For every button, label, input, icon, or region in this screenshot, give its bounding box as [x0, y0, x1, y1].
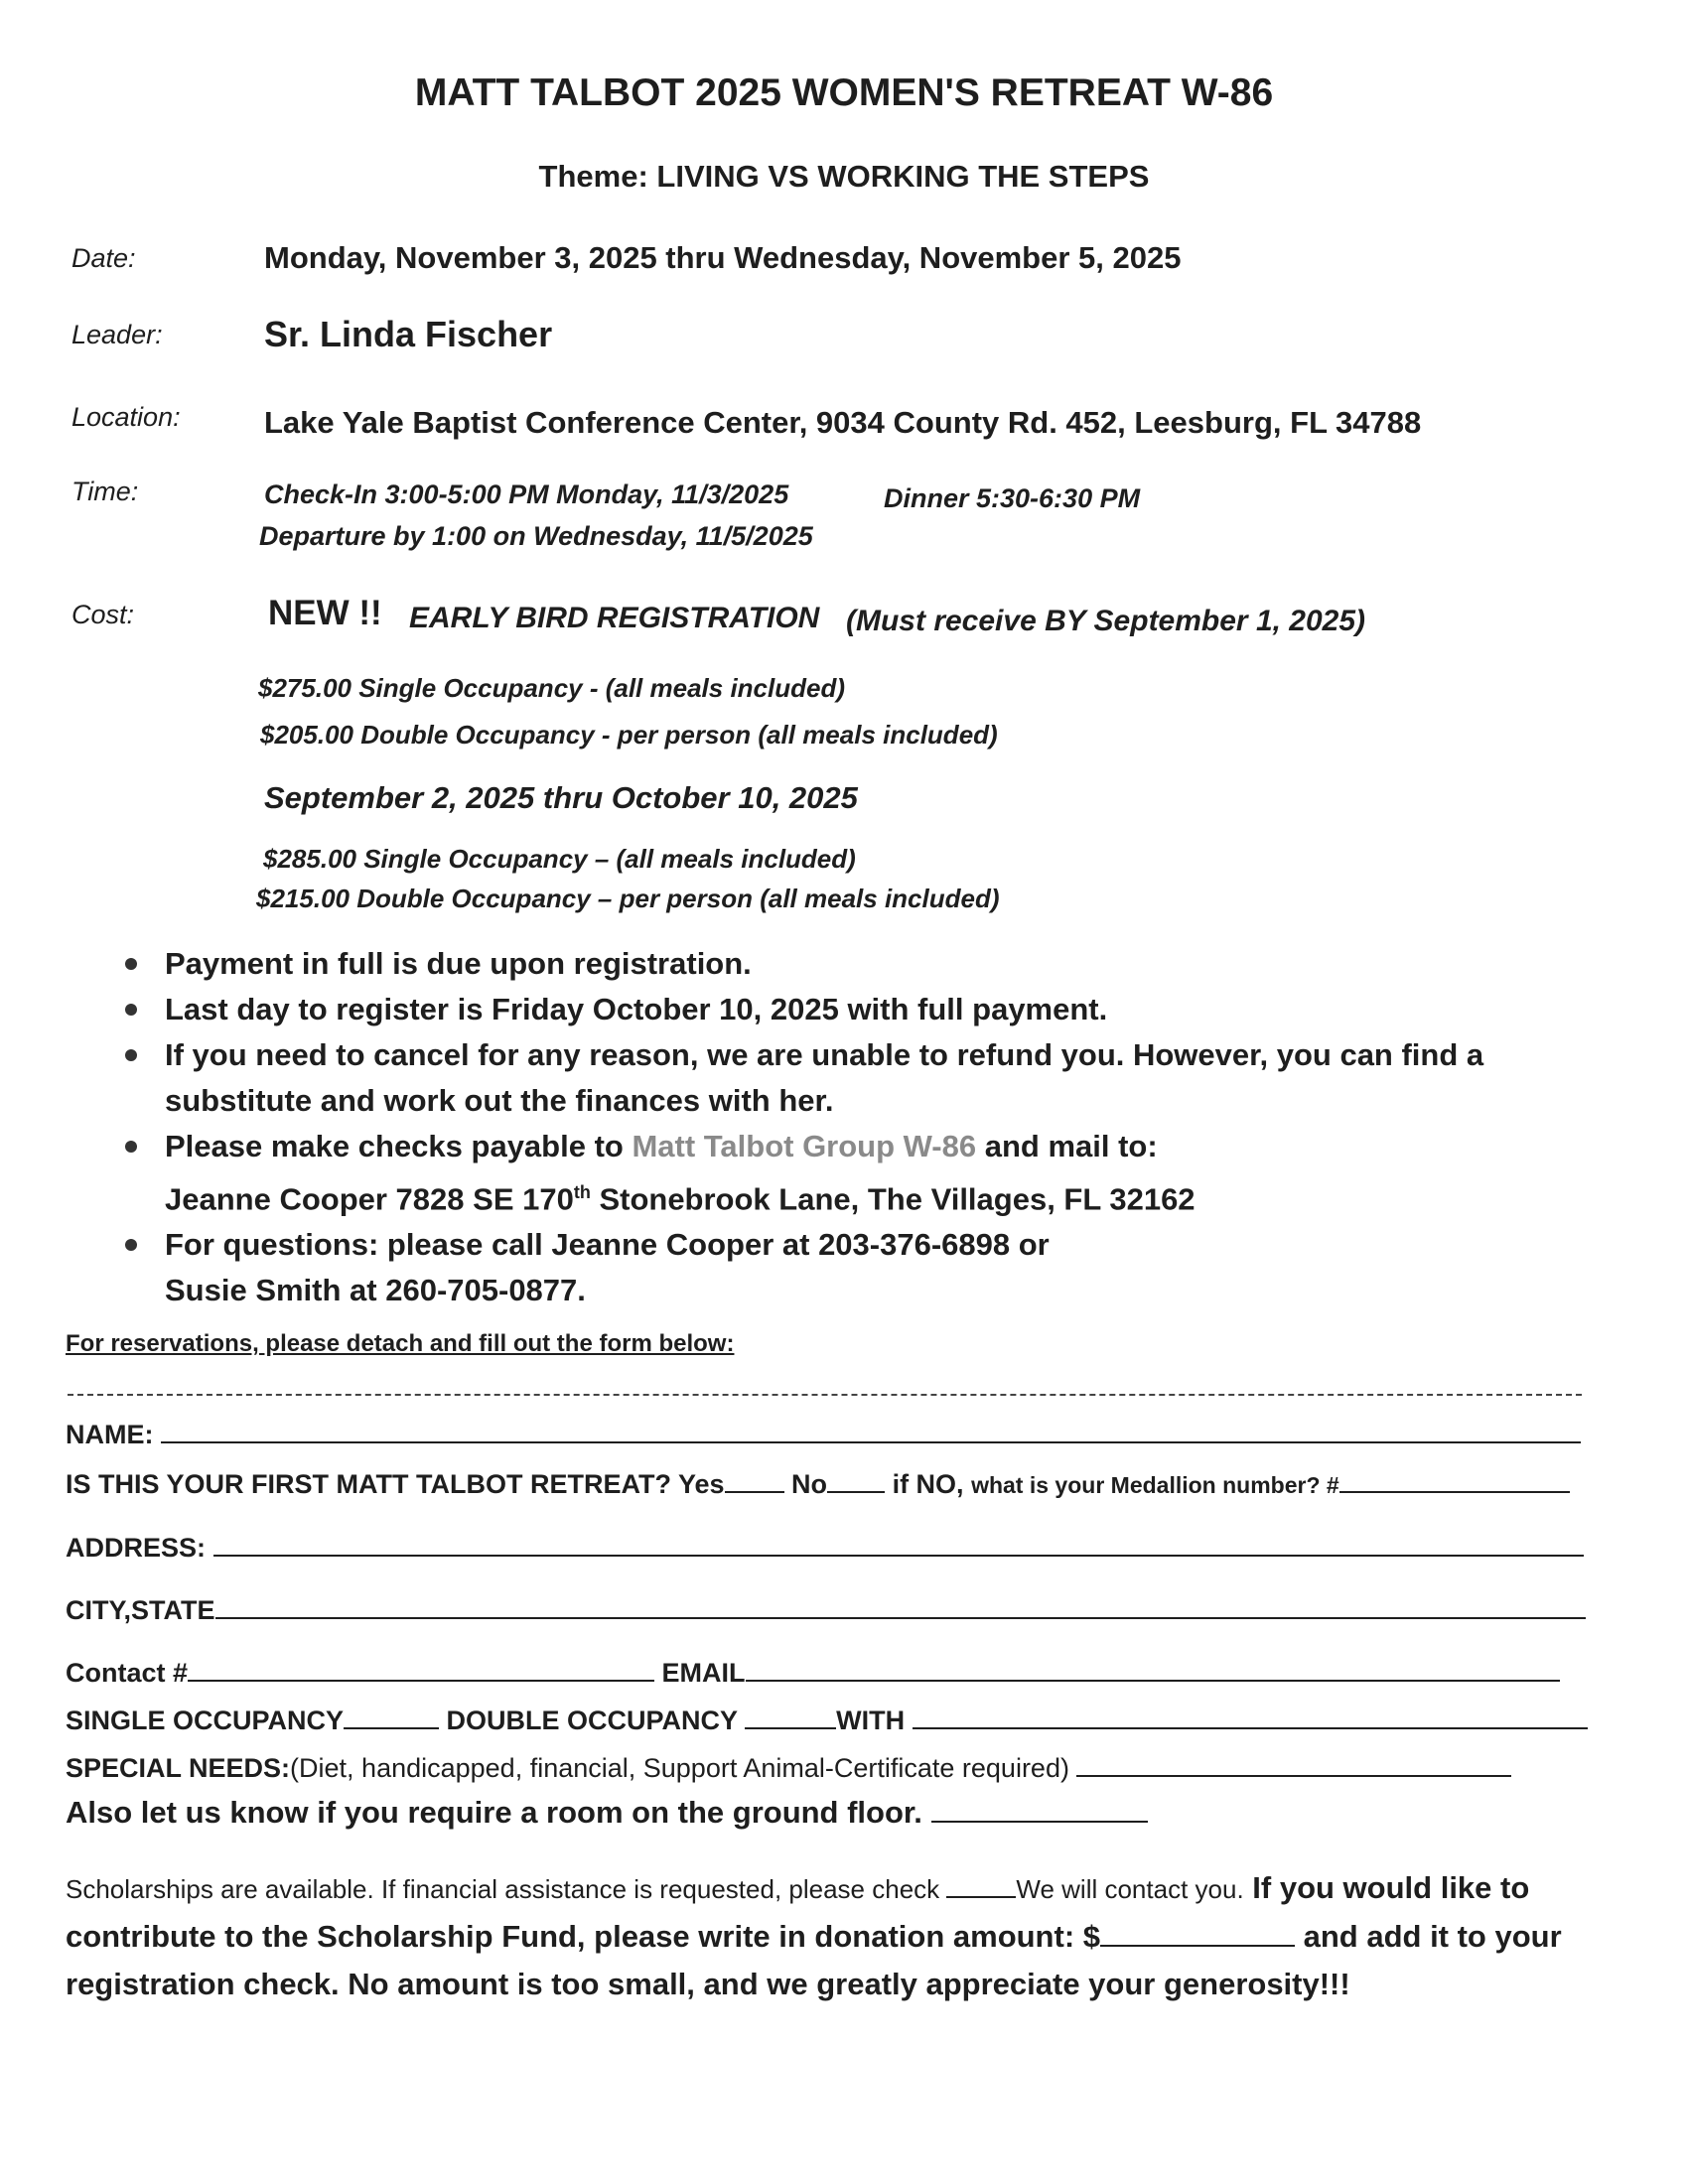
single-occupancy-label: SINGLE OCCUPANCY — [66, 1706, 345, 1735]
medallion-field[interactable] — [1339, 1469, 1570, 1493]
first-retreat-row — [66, 1469, 1570, 1500]
location-label: Location: — [71, 402, 181, 432]
regular-period: September 2, 2025 thru October 10, 2025 — [264, 780, 858, 815]
email-label: EMAIL — [661, 1658, 746, 1688]
with-label: WITH — [836, 1706, 906, 1735]
questions-line-1: For questions: please call Jeanne Cooper at 203-376-6898 or — [165, 1227, 1050, 1263]
scholarship-paragraph — [66, 1864, 1600, 2008]
bullet-last-day — [129, 987, 1599, 1032]
page-theme: Theme: LIVING VS WORKING THE STEPS — [538, 159, 1150, 194]
location-value: Lake Yale Baptist Conference Center, 9034 County Rd. 452, Leesburg, FL 34788 — [264, 405, 1422, 440]
city-row — [66, 1595, 1586, 1626]
no-label: No — [791, 1469, 828, 1499]
early-double-price: $205.00 Double Occupancy - per person (all meals included) — [260, 720, 998, 750]
mail-sup: th — [573, 1182, 591, 1202]
scholarship-text: Scholarships are available. If financial assistance is requested, please check — [66, 1874, 947, 1904]
address-label: ADDRESS: — [66, 1533, 207, 1563]
date-value: Monday, November 3, 2025 thru Wednesday, November 5, 2025 — [264, 240, 1182, 275]
double-occupancy-field[interactable] — [745, 1706, 836, 1729]
questions-line-2: Susie Smith at 260-705-0877. — [165, 1273, 586, 1308]
early-bird-heading: EARLY BIRD REGISTRATION — [409, 602, 820, 634]
no-field[interactable] — [827, 1469, 885, 1493]
special-needs-detail: (Diet, handicapped, financial, Support Animal-Certificate required) — [290, 1753, 1069, 1783]
cost-label: Cost: — [71, 600, 135, 629]
checks-prefix: Please make checks payable to — [165, 1129, 633, 1163]
special-needs-field[interactable] — [1076, 1753, 1511, 1777]
contribute-text: If you would like to contribute to the Scholarship Fund, please write in donation amount: $ — [66, 1870, 1530, 1954]
contact-row — [66, 1658, 1560, 1689]
name-field[interactable] — [161, 1420, 1581, 1443]
name-row — [66, 1420, 1581, 1450]
checks-suffix: and mail to: — [976, 1129, 1158, 1163]
mail-rest: Stonebrook Lane, The Villages, FL 32162 — [590, 1181, 1196, 1217]
bullet-icon — [125, 958, 137, 970]
departure-time: Departure by 1:00 on Wednesday, 11/5/2025 — [259, 521, 813, 551]
info-bullets — [129, 941, 1599, 1313]
donation-field[interactable] — [1100, 1923, 1295, 1947]
first-retreat-label: IS THIS YOUR FIRST MATT TALBOT RETREAT? Yes — [66, 1469, 725, 1499]
bullet-icon — [125, 1239, 137, 1251]
medallion-label: what is your Medallion number? # — [971, 1472, 1339, 1498]
mail-name: Jeanne Cooper 7828 SE 170 — [165, 1181, 574, 1217]
with-field[interactable] — [913, 1706, 1588, 1729]
ground-floor-label: Also let us know if you require a room on the ground floor. — [66, 1795, 922, 1830]
leader-label: Leader: — [71, 320, 163, 349]
checks-payee: Matt Talbot Group W-86 — [632, 1129, 977, 1163]
ground-floor-field[interactable] — [931, 1799, 1148, 1823]
city-label: CITY,STATE — [66, 1595, 215, 1625]
page-title: MATT TALBOT 2025 WOMEN'S RETREAT W-86 — [414, 71, 1274, 114]
bullet-checks — [129, 1124, 1599, 1222]
name-label: NAME: — [66, 1420, 154, 1449]
contribute-end: and add it to your registration check. No amount is too small, and we greatly appreciate your generosity!!! — [66, 1919, 1562, 2001]
special-needs-row — [66, 1753, 1511, 1784]
regular-single-price: $285.00 Single Occupancy – (all meals included) — [263, 844, 856, 874]
checkin-time: Check-In 3:00-5:00 PM Monday, 11/3/2025 — [264, 479, 789, 509]
last-day-text: Last day to register is Friday October 10, 2025 with full payment. — [165, 992, 1108, 1026]
bullet-payment — [129, 941, 1599, 987]
detach-note: For reservations, please detach and fill out the form below: — [66, 1330, 735, 1357]
bullet-questions — [129, 1222, 1599, 1313]
leader-value: Sr. Linda Fischer — [264, 314, 553, 354]
payment-text: Payment in full is due upon registration. — [165, 946, 752, 981]
early-bird-deadline: (Must receive BY September 1, 2025) — [846, 605, 1366, 637]
dinner-time: Dinner 5:30-6:30 PM — [884, 483, 1141, 513]
occupancy-row — [66, 1706, 1588, 1736]
special-needs-label: SPECIAL NEEDS: — [66, 1753, 291, 1783]
regular-double-price: $215.00 Double Occupancy – per person (all meals included) — [256, 884, 1000, 913]
detach-line — [68, 1394, 1582, 1396]
bullet-icon — [125, 1004, 137, 1016]
contact-label: Contact # — [66, 1658, 189, 1688]
city-field[interactable] — [215, 1595, 1586, 1619]
contact-field[interactable] — [188, 1658, 654, 1682]
yes-field[interactable] — [725, 1469, 784, 1493]
single-occupancy-field[interactable] — [344, 1706, 439, 1729]
cancel-text: If you need to cancel for any reason, we are unable to refund you. However, you can find a substitute and work out the finances with her. — [165, 1037, 1484, 1118]
address-row — [66, 1533, 1584, 1564]
ground-floor-row — [66, 1795, 1148, 1831]
date-label: Date: — [71, 243, 136, 273]
time-label: Time: — [71, 477, 139, 506]
new-label: NEW !! — [268, 594, 382, 632]
double-occupancy-label: DOUBLE OCCUPANCY — [446, 1706, 738, 1735]
early-single-price: $275.00 Single Occupancy - (all meals included) — [258, 673, 846, 703]
scholarship-contact: We will contact you. — [1016, 1874, 1244, 1904]
bullet-icon — [125, 1141, 137, 1153]
if-no-label: if NO, — [892, 1469, 964, 1499]
assistance-check-field[interactable] — [946, 1874, 1016, 1898]
bullet-icon — [125, 1049, 137, 1061]
address-field[interactable] — [213, 1533, 1584, 1557]
email-field[interactable] — [746, 1658, 1560, 1682]
bullet-cancel — [129, 1032, 1599, 1124]
